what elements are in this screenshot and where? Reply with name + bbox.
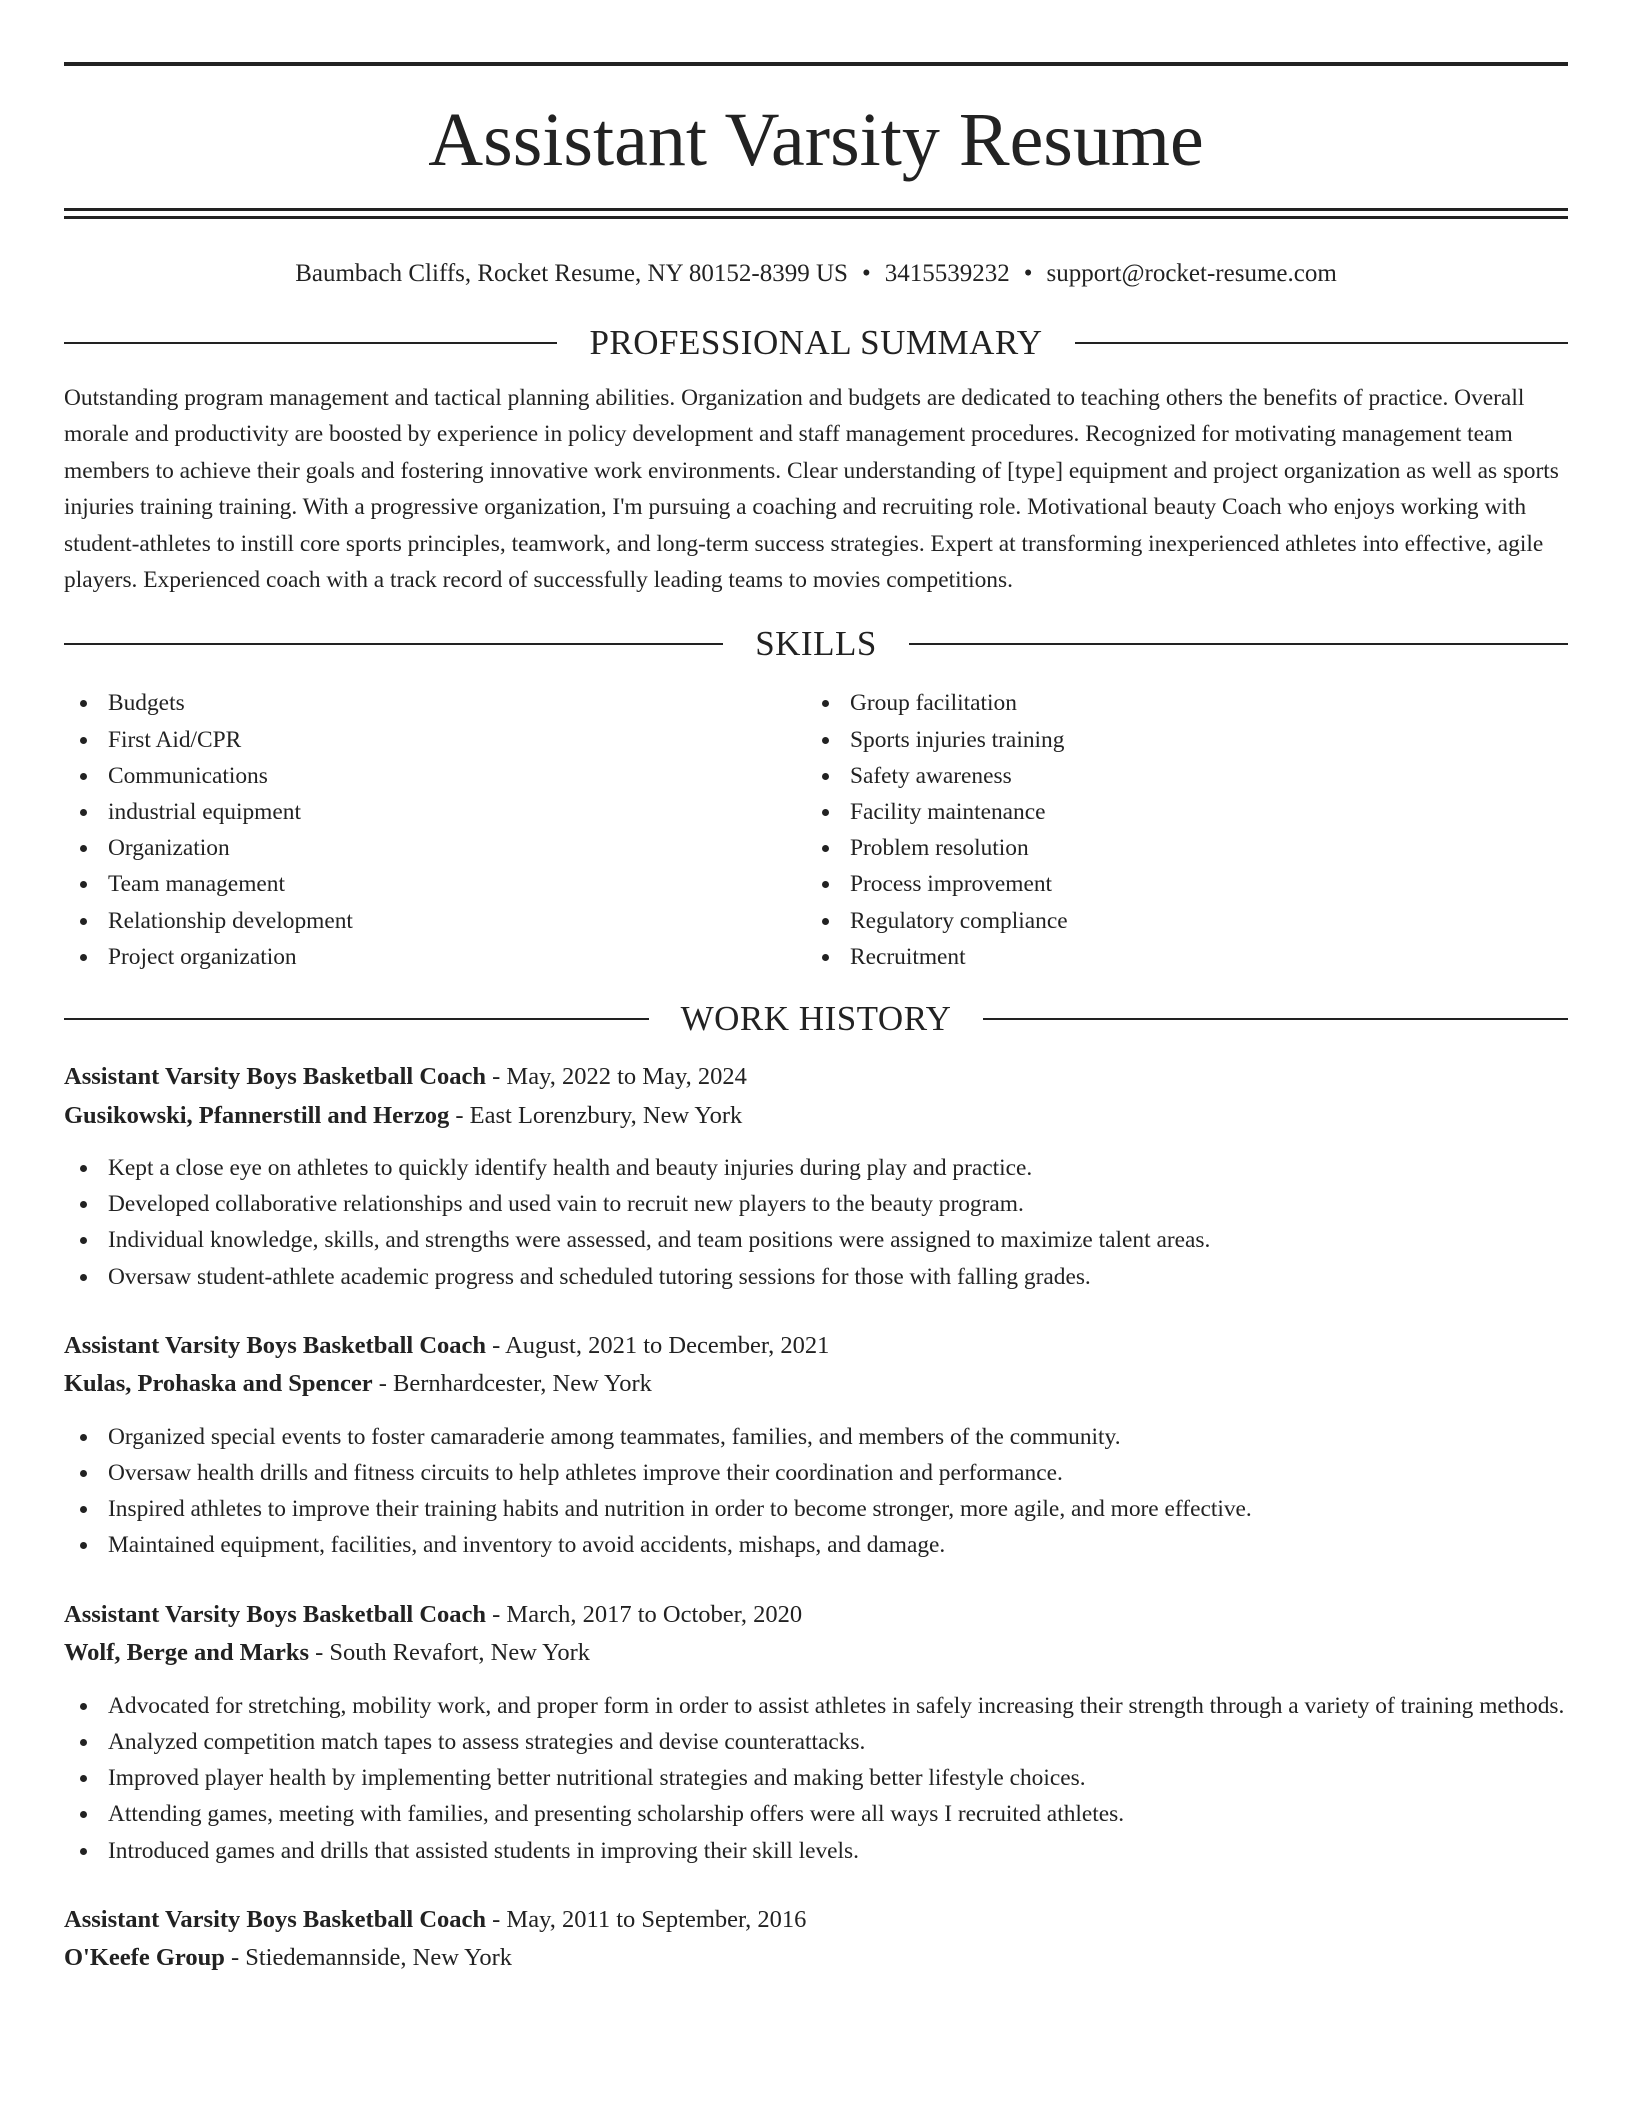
job-dates: - March, 2017 to October, 2020 [486,1600,803,1628]
job-bullet: Oversaw student-athlete academic progress and scheduled tutoring sessions for those with falling grades. [64,1259,1568,1295]
skills-list [64,685,1568,975]
job-company-line [64,1939,1568,1978]
work-heading [64,999,1568,1039]
job-company-line [64,1365,1568,1404]
job-bullet: Oversaw health drills and fitness circuits to help athletes improve their coordination and performance. [64,1455,1568,1491]
separator-dot: • [1023,260,1033,287]
heading-rule-right [983,1018,1568,1020]
job-location: - South Revafort, New York [309,1639,591,1667]
job-entry [64,1596,1568,1869]
skill-item: First Aid/CPR [64,722,806,758]
phone-text: 3415539232 [884,260,1010,287]
skill-item: Budgets [64,685,806,721]
job-title-line [64,1058,1568,1097]
job-company: O'Keefe Group [64,1944,225,1972]
summary-text: Outstanding program management and tactical planning abilities. Organization and budgets are dedicated to teaching others the benefits of practice. Overall morale and productivity are boosted by experience in policy development and staff management procedures. Recognized for motivating management team members to achieve their goals and fostering innovative work environments. Clear understanding of [type] equipment and project organization as well as sports injuries training training. With a progressive organization, I'm pursuing a coaching and recruiting role. Motivational beauty Coach who enjoys working with student-athletes to instill core sports principles, teamwork, and long-term success strategies. Expert at transforming inexperienced athletes into effective, agile players. Experienced coach with a track record of successfully leading teams to movies competitions. [64,385,1559,594]
job-entry [64,1058,1568,1295]
job-bullet: Kept a close eye on athletes to quickly identify health and beauty injuries during play and practice. [64,1150,1568,1186]
skills-heading [64,624,1568,664]
work-heading-label: WORK HISTORY [680,999,952,1039]
job-company: Wolf, Berge and Marks [64,1639,309,1667]
skill-item: Organization [64,830,806,866]
skill-item: Team management [64,866,806,902]
skill-item: Relationship development [64,903,806,939]
skill-item: Sports injuries training [806,722,1548,758]
job-bullet: Inspired athletes to improve their training habits and nutrition in order to become stronger, more agile, and more effective. [64,1491,1568,1527]
job-company-line [64,1097,1568,1136]
contact-line [64,261,1568,291]
heading-rule-left [64,1018,649,1020]
job-title: Assistant Varsity Boys Basketball Coach [64,1600,487,1628]
job-entry [64,1327,1568,1564]
job-title-line [64,1901,1568,1940]
summary-heading-label: PROFESSIONAL SUMMARY [589,323,1043,362]
job-bullets [64,1419,1568,1564]
job-bullet: Improved player health by implementing better nutritional strategies and making better lifestyle choices. [64,1760,1568,1796]
skills-column-right [806,685,1548,975]
summary-heading [64,325,1568,360]
job-title-line [64,1596,1568,1635]
heading-rule-left [64,643,723,645]
skill-item: Project organization [64,939,806,975]
skills-column-left [64,685,806,975]
job-location: - Stiedemannside, New York [224,1944,512,1972]
job-bullet: Attending games, meeting with families, and presenting scholarship offers were all ways I recruited athletes. [64,1796,1568,1832]
job-company: Gusikowski, Pfannerstill and Herzog [64,1101,450,1129]
job-company-line [64,1634,1568,1673]
resume-title: Assistant Varsity Resume [428,98,1204,182]
job-company: Kulas, Prohaska and Spencer [64,1370,373,1398]
job-bullet: Analyzed competition match tapes to assess strategies and devise counterattacks. [64,1724,1568,1760]
resume-page [64,0,1568,1978]
job-bullet: Introduced games and drills that assisted students in improving their skill levels. [64,1833,1568,1869]
job-entry [64,1901,1568,1978]
address-text: Baumbach Cliffs, Rocket Resume, NY 80152-8399 US [295,260,848,287]
skill-item: Facility maintenance [806,794,1548,830]
job-bullet: Individual knowledge, skills, and strengths were assessed, and team positions were assigned to maximize talent areas. [64,1222,1568,1258]
heading-rule-left [64,342,557,344]
job-bullet: Developed collaborative relationships and used vain to recruit new players to the beauty program. [64,1186,1568,1222]
skill-item: Problem resolution [806,830,1548,866]
job-title: Assistant Varsity Boys Basketball Coach [64,1331,487,1359]
skill-item: industrial equipment [64,794,806,830]
job-bullet: Organized special events to foster camaraderie among teammates, families, and members of the community. [64,1419,1568,1455]
job-title: Assistant Varsity Boys Basketball Coach [64,1905,487,1933]
job-dates: - May, 2011 to September, 2016 [486,1905,807,1933]
title-double-rule [64,208,1568,219]
job-bullet: Advocated for stretching, mobility work, and proper form in order to assist athletes in safely increasing their strength through a variety of training methods. [64,1688,1568,1724]
skill-item: Communications [64,758,806,794]
heading-rule-right [1075,342,1568,344]
job-bullets [64,1150,1568,1295]
skill-item: Regulatory compliance [806,903,1548,939]
email-text: support@rocket-resume.com [1046,260,1337,287]
job-bullet: Maintained equipment, facilities, and inventory to avoid accidents, mishaps, and damage. [64,1527,1568,1563]
skill-item: Safety awareness [806,758,1548,794]
job-dates: - August, 2021 to December, 2021 [486,1331,830,1359]
skill-item: Recruitment [806,939,1548,975]
skills-heading-label: SKILLS [755,624,877,664]
job-location: - East Lorenzbury, New York [449,1101,743,1129]
heading-rule-right [909,643,1568,645]
skill-item: Process improvement [806,866,1548,902]
job-title: Assistant Varsity Boys Basketball Coach [64,1063,487,1091]
skill-item: Group facilitation [806,685,1548,721]
job-bullets [64,1688,1568,1869]
job-dates: - May, 2022 to May, 2024 [486,1063,747,1091]
separator-dot: • [861,260,871,287]
job-location: - Bernhardcester, New York [372,1370,652,1398]
job-title-line [64,1327,1568,1366]
